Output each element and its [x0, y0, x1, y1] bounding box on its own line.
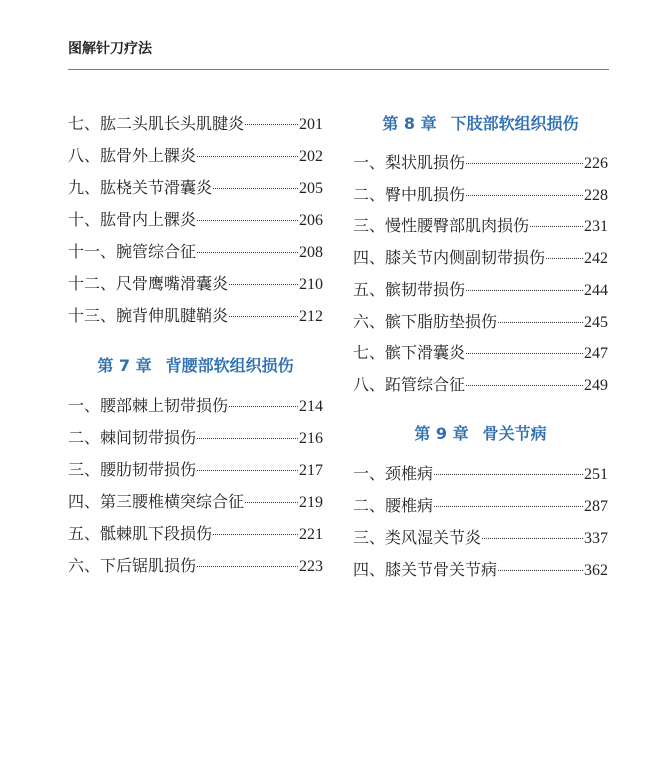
- dot-leader: [498, 322, 583, 323]
- toc-entry[interactable]: [353, 560, 608, 581]
- toc-entry-title: 七、髌下滑囊炎: [353, 343, 466, 362]
- dot-leader: [482, 538, 583, 539]
- toc-entry-title: 十三、腕背伸肌腱鞘炎: [68, 306, 229, 325]
- toc-entry[interactable]: [353, 280, 608, 301]
- toc-entry-page: 244: [584, 282, 608, 299]
- toc-entry-title: 三、类风湿关节炎: [353, 528, 482, 547]
- toc-entry-page: 202: [299, 148, 323, 165]
- toc-entry[interactable]: [68, 114, 323, 135]
- dot-leader: [466, 353, 583, 354]
- book-title: 图解针刀疗法: [68, 41, 152, 57]
- toc-entry-title: 十、肱骨内上髁炎: [68, 210, 197, 229]
- toc-entry-title: 五、骶棘肌下段损伤: [68, 524, 213, 543]
- toc-entry[interactable]: [353, 528, 608, 549]
- chapter-heading-8[interactable]: [353, 113, 608, 135]
- dot-leader: [197, 220, 298, 221]
- toc-entry-page: 223: [299, 558, 323, 575]
- toc-entry-page: 226: [584, 155, 608, 172]
- toc-entry-page: 247: [584, 345, 608, 362]
- toc-entry-page: 251: [584, 466, 608, 483]
- toc-entry-title: 四、第三腰椎横突综合征: [68, 492, 245, 511]
- chapter-title: 骨关节病: [482, 424, 547, 443]
- toc-entry-page: 214: [299, 398, 323, 415]
- toc-entry[interactable]: [68, 274, 323, 295]
- dot-leader: [197, 156, 298, 157]
- dot-leader: [466, 195, 583, 196]
- toc-entry-page: 221: [299, 526, 323, 543]
- dot-leader: [434, 474, 583, 475]
- toc-entry[interactable]: [353, 216, 608, 237]
- toc-entry-title: 七、肱二头肌长头肌腱炎: [68, 114, 245, 133]
- toc-entry-page: 231: [584, 218, 608, 235]
- dot-leader: [466, 385, 583, 386]
- toc-entry-title: 一、梨状肌损伤: [353, 153, 466, 172]
- chapter-number: 第 7 章: [97, 356, 152, 375]
- toc-entry[interactable]: [68, 492, 323, 513]
- toc-entry[interactable]: [353, 343, 608, 364]
- dot-leader: [245, 124, 298, 125]
- toc-entry[interactable]: [68, 396, 323, 417]
- toc-entry-title: 十一、腕管综合征: [68, 242, 197, 261]
- chapter-title: 背腰部软组织损伤: [165, 356, 294, 375]
- toc-entry[interactable]: [353, 312, 608, 333]
- toc-entry[interactable]: [353, 153, 608, 174]
- toc-entry[interactable]: [68, 428, 323, 449]
- toc-entry-title: 二、臀中肌损伤: [353, 185, 466, 204]
- toc-entry[interactable]: [353, 464, 608, 485]
- toc-entry-title: 四、膝关节骨关节病: [353, 560, 498, 579]
- toc-entry[interactable]: [68, 146, 323, 167]
- toc-entry[interactable]: [353, 248, 608, 269]
- toc-entry[interactable]: [68, 178, 323, 199]
- toc-entry[interactable]: [353, 375, 608, 396]
- toc-entry-page: 205: [299, 180, 323, 197]
- dot-leader: [245, 502, 298, 503]
- toc-entry-title: 九、肱桡关节滑囊炎: [68, 178, 213, 197]
- toc-entry-page: 228: [584, 187, 608, 204]
- dot-leader: [466, 163, 583, 164]
- toc-entry-page: 242: [584, 250, 608, 267]
- toc-entry-title: 四、膝关节内侧副韧带损伤: [353, 248, 546, 267]
- toc-entry-page: 245: [584, 314, 608, 331]
- toc-entry-title: 五、髌韧带损伤: [353, 280, 466, 299]
- dot-leader: [213, 188, 298, 189]
- toc-entry-title: 一、腰部棘上韧带损伤: [68, 396, 229, 415]
- dot-leader: [229, 406, 298, 407]
- toc-entry[interactable]: [68, 306, 323, 327]
- dot-leader: [546, 258, 583, 259]
- toc-entry[interactable]: [68, 524, 323, 545]
- toc-entry[interactable]: [353, 185, 608, 206]
- chapter-heading-7[interactable]: [68, 355, 323, 377]
- toc-entry-title: 八、跖管综合征: [353, 375, 466, 394]
- toc-entry-title: 一、颈椎病: [353, 464, 434, 483]
- header-divider: [68, 69, 609, 70]
- toc-entry-title: 二、腰椎病: [353, 496, 434, 515]
- toc-entry-page: 249: [584, 377, 608, 394]
- dot-leader: [197, 252, 298, 253]
- toc-entry[interactable]: [68, 242, 323, 263]
- toc-entry-title: 十二、尺骨鹰嘴滑囊炎: [68, 274, 229, 293]
- dot-leader: [229, 316, 298, 317]
- dot-leader: [466, 290, 583, 291]
- chapter-number: 第 9 章: [414, 424, 469, 443]
- dot-leader: [197, 438, 298, 439]
- dot-leader: [197, 566, 298, 567]
- toc-entry-page: 212: [299, 308, 323, 325]
- dot-leader: [229, 284, 298, 285]
- dot-leader: [197, 470, 298, 471]
- dot-leader: [498, 570, 583, 571]
- toc-entry-title: 八、肱骨外上髁炎: [68, 146, 197, 165]
- chapter-number: 第 8 章: [382, 114, 437, 133]
- toc-entry-title: 三、腰肋韧带损伤: [68, 460, 197, 479]
- toc-entry[interactable]: [68, 460, 323, 481]
- toc-entry-page: 217: [299, 462, 323, 479]
- chapter-heading-9[interactable]: [353, 423, 608, 445]
- toc-entry-title: 二、棘间韧带损伤: [68, 428, 197, 447]
- toc-entry-page: 208: [299, 244, 323, 261]
- toc-entry[interactable]: [68, 556, 323, 577]
- dot-leader: [530, 226, 583, 227]
- toc-entry-title: 六、髌下脂肪垫损伤: [353, 312, 498, 331]
- toc-entry-page: 210: [299, 276, 323, 293]
- dot-leader: [434, 506, 583, 507]
- toc-entry-page: 216: [299, 430, 323, 447]
- toc-entry-page: 362: [584, 562, 608, 579]
- chapter-title: 下肢部软组织损伤: [450, 114, 579, 133]
- toc-entry-page: 201: [299, 116, 323, 133]
- toc-entry-title: 六、下后锯肌损伤: [68, 556, 197, 575]
- toc-entry-title: 三、慢性腰臀部肌肉损伤: [353, 216, 530, 235]
- toc-entry-page: 206: [299, 212, 323, 229]
- toc-entry[interactable]: [68, 210, 323, 231]
- dot-leader: [213, 534, 298, 535]
- toc-entry-page: 287: [584, 498, 608, 515]
- toc-entry[interactable]: [353, 496, 608, 517]
- toc-entry-page: 337: [584, 530, 608, 547]
- toc-entry-page: 219: [299, 494, 323, 511]
